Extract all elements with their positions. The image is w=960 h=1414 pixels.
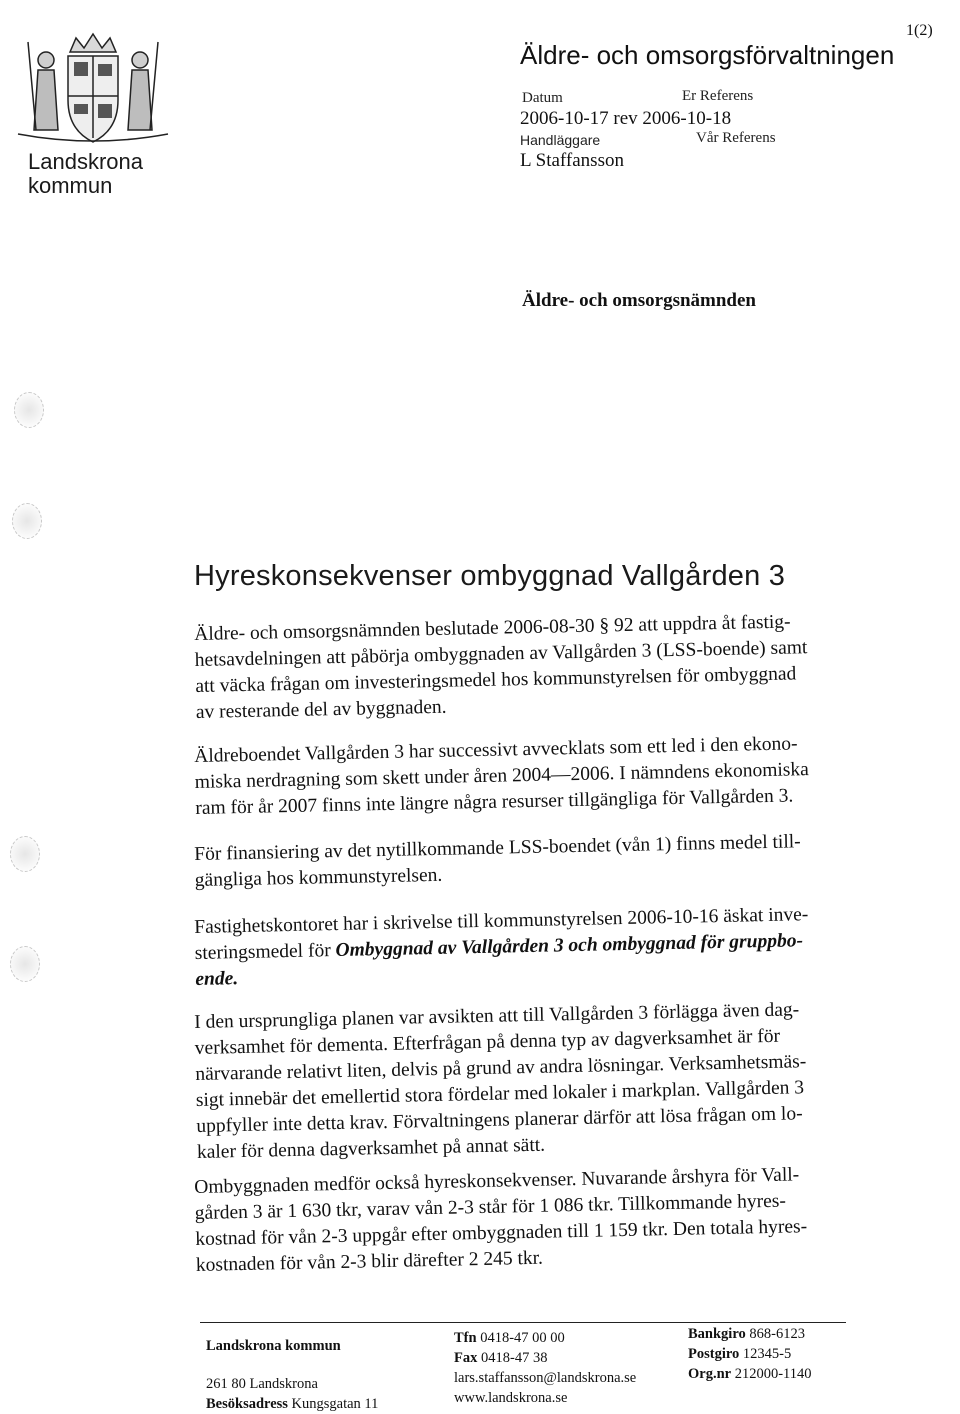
- date-label: Datum: [522, 90, 563, 106]
- text-line: ram för år 2007 finns inte längre några resurser tillgängliga för Vallgården 3.: [195, 785, 794, 819]
- footer-postal-address: 261 80 Landskrona: [206, 1376, 318, 1392]
- footer-org-name: Landskrona kommun: [206, 1338, 341, 1354]
- text-line: Äldre- och omsorgsnämnden beslutade 2006-08-30 § 92 att uppdra åt fastig-: [194, 611, 791, 645]
- footer-website: www.landskrona.se: [454, 1390, 568, 1406]
- recipient: Äldre- och omsorgsnämnden: [522, 290, 756, 311]
- text-segment: steringsmedel för: [194, 940, 336, 964]
- footer-orgnr-label: Org.nr: [688, 1366, 732, 1382]
- municipality-name-line2: kommun: [28, 173, 113, 198]
- municipality-name-line1: Landskrona: [28, 149, 143, 174]
- footer-fax-label: Fax: [454, 1350, 478, 1366]
- footer-phone-label: Tfn: [454, 1330, 477, 1346]
- text-line: miska nerdragning som skett under åren 2004—2006. I nämndens ekonomiska: [194, 759, 810, 793]
- their-reference-label: Er Referens: [682, 88, 754, 104]
- document-title: Hyreskonsekvenser ombyggnad Vallgården 3: [194, 560, 786, 592]
- text-line: Ombyggnaden medför också hyreskonsekvenser. Nuvarande årshyra för Vall-: [194, 1164, 800, 1198]
- footer-contact: [454, 1328, 636, 1408]
- text-line: gården 3 är 1 630 tkr, varav vån 2-3 står för 1 086 tkr. Tillkommande hyres-: [194, 1190, 787, 1224]
- footer-visit-address: Kungsgatan 11: [291, 1396, 379, 1412]
- punch-hole-mark: [14, 392, 44, 428]
- footer-phone: 0418-47 00 00: [480, 1330, 565, 1346]
- our-reference-label: Vår Referens: [696, 130, 776, 146]
- punch-hole-mark: [10, 836, 40, 872]
- paragraph: [194, 828, 875, 894]
- text-line: kostnad för vån 2-3 uppgår efter ombyggnaden till 1 159 tkr. Den totala hyres-: [195, 1216, 808, 1250]
- text-line: hetsavdelningen att påbörja ombyggnaden av Vallgården 3 (LSS-boende) samt: [194, 637, 808, 671]
- handler-label: Handläggare: [520, 132, 601, 148]
- text-line: närvarande relativt liten, delvis på grund av andra lösningar. Verksamhetsmäs-: [195, 1051, 807, 1085]
- text-line: gängliga hos kommunstyrelsen.: [194, 864, 443, 891]
- text-line: Äldreboendet Vallgården 3 har successivt avvecklats som ett led i den ekono-: [194, 733, 798, 767]
- footer-visit-label: Besöksadress: [206, 1396, 288, 1412]
- handler-value: L Staffansson: [520, 150, 624, 171]
- footer-orgnr: 212000-1140: [734, 1366, 812, 1382]
- punch-hole-mark: [10, 946, 40, 982]
- footer-postgiro: 12345-5: [742, 1346, 792, 1362]
- footer-fax: 0418-47 38: [480, 1350, 548, 1366]
- department-title: Äldre- och omsorgsförvaltningen: [520, 40, 895, 70]
- footer-payment: [688, 1324, 812, 1384]
- emphasized-project-name: ende.: [195, 968, 239, 990]
- footer-postgiro-label: Postgiro: [688, 1346, 740, 1362]
- paragraph: [194, 730, 875, 822]
- municipality-name: [28, 150, 168, 198]
- date-value: 2006-10-17 rev 2006-10-18: [520, 108, 732, 129]
- page-number: 1(2): [906, 22, 933, 39]
- footer-address: [206, 1336, 378, 1414]
- paragraph: [194, 996, 877, 1166]
- text-line: av resterande del av byggnaden.: [195, 696, 447, 723]
- paragraph: [194, 1161, 876, 1279]
- footer-divider: [200, 1322, 846, 1323]
- paragraph: [194, 608, 876, 726]
- text-line: uppfyller inte detta krav. Förvaltningens planerar därför att lösa frågan om lo-: [196, 1103, 803, 1137]
- text-line: Fastighetskontoret har i skrivelse till kommunstyrelsen 2006-10-16 äskat inve-: [194, 904, 809, 938]
- punch-hole-mark: [12, 503, 42, 539]
- footer-bankgiro-label: Bankgiro: [688, 1326, 746, 1342]
- text-line: sigt innebär det emellertid stora fördelar med lokaler i markplan. Vallgården 3: [195, 1077, 805, 1111]
- text-line: verksamhet för dementa. Efterfrågan på denna typ av dagverksamhet är för: [194, 1025, 781, 1059]
- emphasized-project-name: Ombyggnad av Vallgården 3 och ombyggnad för gruppbo-: [335, 930, 804, 962]
- footer-bankgiro: 868-6123: [749, 1326, 805, 1342]
- coat-of-arms-logo: [8, 30, 178, 148]
- text-line: I den ursprungliga planen var avsikten att till Vallgården 3 förlägga även dag-: [194, 999, 800, 1033]
- text-line: att väcka frågan om investeringsmedel hos kommunstyrelsen för ombyggnad: [195, 663, 797, 697]
- text-line: kaler för denna dagverksamhet på annat sätt.: [196, 1134, 546, 1163]
- footer-email: lars.staffansson@landskrona.se: [454, 1370, 637, 1386]
- text-line: kostnaden för vån 2-3 blir därefter 2 245 tkr.: [195, 1247, 544, 1276]
- paragraph: [194, 901, 875, 993]
- text-line: För finansiering av det nytillkommande LSS-boendet (vån 1) finns medel till-: [194, 831, 801, 865]
